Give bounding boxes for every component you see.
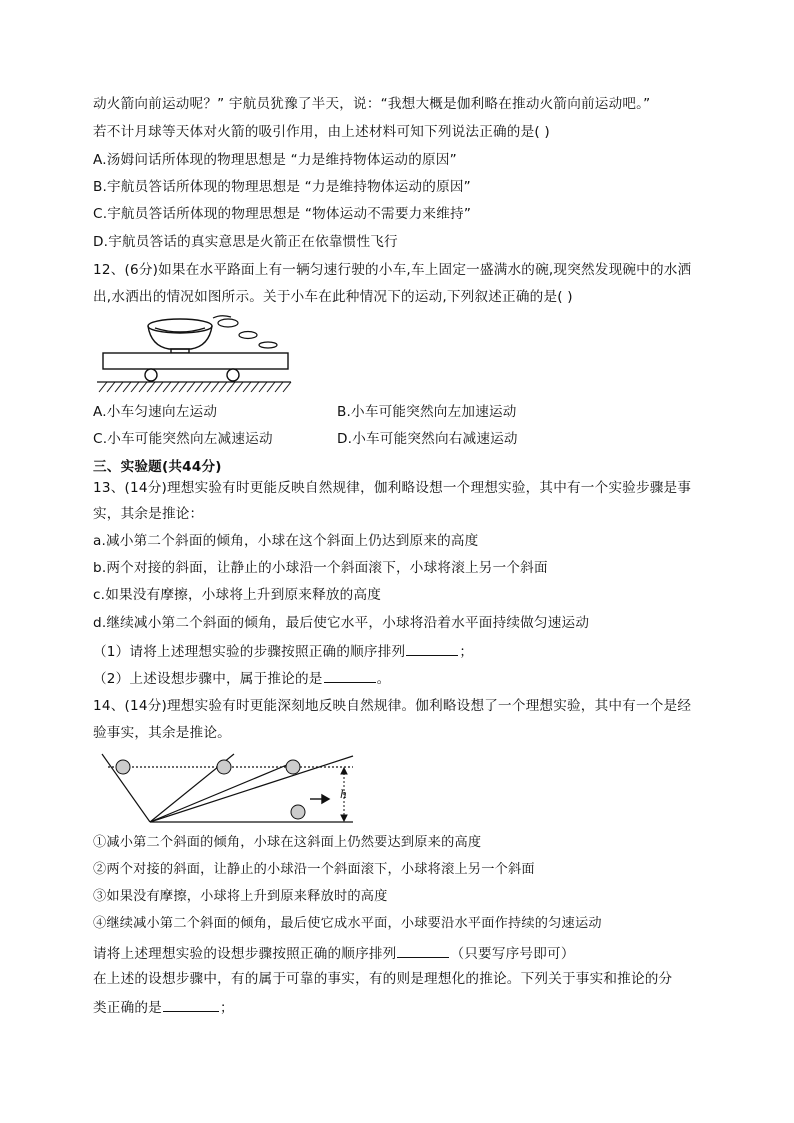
q12-option-d: D.小车可能突然向右减速运动	[337, 431, 518, 447]
q14-ask2-line1: 在上述的设想步骤中，有的属于可靠的事实，有的则是理想化的推论。下列关于事实和推论的分	[93, 971, 673, 987]
q11-option-a: A.汤姆问话所体现的物理思想是 “力是维持物体运动的原因”	[93, 152, 457, 168]
section-heading: 三、实验题(共44分)	[93, 459, 222, 475]
q13-sub1	[93, 640, 473, 662]
q12-line2: 出,水洒出的情况如图所示。关于小车在此种情况下的运动,下列叙述正确的是( )	[93, 289, 573, 305]
q12-option-c: C.小车可能突然向左减速运动	[93, 431, 273, 447]
q13-step-c: c.如果没有摩擦，小球将上升到原来释放的高度	[93, 587, 382, 603]
q12-option-b: B.小车可能突然向左加速运动	[337, 404, 517, 420]
q14-step-4: ④继续减小第二个斜面的倾角，最后使它成水平面，小球要沿水平面作持续的匀速运动	[93, 916, 602, 931]
q13-sub1-text: （1）请将上述理想实验的步骤按照正确的顺序排列	[93, 644, 406, 660]
q14-line1: 14、(14分)理想实验有时更能深刻地反映自然规律。伽利略设想了一个理想实验，其中有一个是经	[93, 698, 692, 714]
q14-line2: 验事实，其余是推论。	[93, 725, 231, 741]
q11-option-d: D.宇航员答话的真实意思是火箭正在依靠惯性飞行	[93, 234, 398, 250]
q13-step-b: b.两个对接的斜面，让静止的小球沿一个斜面滚下，小球将滚上另一个斜面	[93, 560, 548, 576]
q11-line2: 若不计月球等天体对火箭的吸引作用，由上述材料可知下列说法正确的是( )	[93, 124, 550, 140]
height-label: h	[340, 788, 348, 801]
q14-ask1-text: 请将上述理想实验的设想步骤按照正确的顺序排列	[93, 946, 397, 962]
q11-line1: 动火箭向前运动呢？” 宇航员犹豫了半天，说：“我想大概是伽利略在推动火箭向前运动吧。”	[93, 96, 651, 112]
q13-step-d: d.继续减小第二个斜面的倾角，最后使它水平，小球将沿着水平面持续做匀速运动	[93, 615, 590, 631]
q11-option-c: C.宇航员答话所体现的物理思想是 “物体运动不需要力来维持”	[93, 206, 472, 222]
q14-ask2-text: 类正确的是	[93, 1000, 162, 1016]
q14-answer-blank-1[interactable]	[397, 942, 449, 958]
q14-step-3: ③如果没有摩擦，小球将上升到原来释放时的高度	[93, 889, 388, 904]
cart-bowl-figure	[95, 312, 295, 397]
q14-ask2-line2	[93, 996, 234, 1018]
q13-sub2	[93, 667, 390, 689]
q13-answer-blank-2[interactable]	[324, 667, 376, 683]
q11-option-b: B.宇航员答话所体现的物理思想是 “力是维持物体运动的原因”	[93, 179, 471, 195]
water-splash-drops	[213, 316, 277, 348]
q14-step-1: ①减小第二个斜面的倾角，小球在这斜面上仍然要达到原来的高度	[93, 835, 482, 850]
q12-option-a: A.小车匀速向左运动	[93, 404, 218, 420]
q13-sub2-end: 。	[376, 671, 391, 687]
motion-arrow	[310, 795, 329, 803]
q14-ask1	[93, 942, 575, 964]
q13-step-a: a.减小第二个斜面的倾角，小球在这个斜面上仍达到原来的高度	[93, 533, 479, 549]
q14-ask2-end: ；	[219, 1000, 234, 1016]
q13-line2: 实，其余是推论：	[93, 506, 204, 522]
incline-figure	[98, 750, 358, 828]
q13-answer-blank-1[interactable]	[406, 640, 458, 656]
q14-answer-blank-2[interactable]	[163, 996, 219, 1012]
q13-sub1-end: ；	[459, 644, 474, 660]
q13-line1: 13、(14分)理想实验有时更能反映自然规律，伽利略设想一个理想实验，其中有一个实验步骤是事	[93, 480, 692, 496]
q14-ask1-end: （只要写序号即可）	[450, 946, 575, 962]
q12-line1: 12、(6分)如果在水平路面上有一辆匀速行驶的小车,车上固定一盛满水的碗,现突然发现碗中的水洒	[93, 262, 692, 278]
bowl	[148, 319, 212, 353]
q13-sub2-text: （2）上述设想步骤中，属于推论的是	[93, 671, 323, 687]
q14-step-2: ②两个对接的斜面，让静止的小球沿一个斜面滚下，小球将滚上另一个斜面	[93, 862, 535, 877]
cart	[103, 353, 288, 381]
ground	[97, 382, 291, 392]
right-incline-shallow	[150, 756, 353, 822]
